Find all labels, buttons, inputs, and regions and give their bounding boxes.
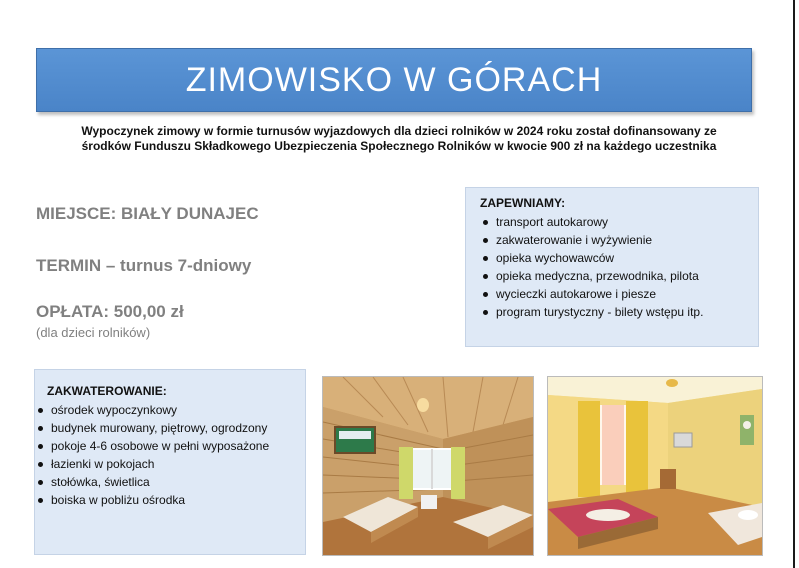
- list-item: program turystyczny - bilety wstępu itp.: [480, 303, 758, 321]
- list-item: łazienki w pokojach: [35, 455, 305, 473]
- room-photo-bright: [547, 376, 763, 556]
- list-item: opieka wychowawców: [480, 249, 758, 267]
- title-banner: [36, 48, 752, 112]
- right-border-line: [793, 0, 795, 568]
- funding-notice-line-2: środków Funduszu Składkowego Ubezpieczenia Społecznego Rolników w kwocie 900 zł na każdego uczestnika: [81, 139, 717, 153]
- place-label: MIEJSCE: BIAŁY DUNAJEC: [36, 204, 259, 223]
- list-item: opieka medyczna, przewodnika, pilota: [480, 267, 758, 285]
- term-label: TERMIN – turnus 7-dniowy: [36, 256, 252, 275]
- accommodation-box: [34, 369, 306, 555]
- fee-label: OPŁATA: 500,00 zł: [36, 302, 184, 321]
- list-item: transport autokarowy: [480, 213, 758, 231]
- accommodation-heading: ZAKWATEROWANIE:: [47, 384, 167, 398]
- fee-note: (dla dzieci rolników): [36, 325, 151, 340]
- funding-notice-line-1: Wypoczynek zimowy w formie turnusów wyjazdowych dla dzieci rolników w 2024 roku został dofinansowany ze: [81, 124, 717, 138]
- provide-heading: ZAPEWNIAMY:: [480, 196, 566, 210]
- page-title: ZIMOWISKO W GÓRACH: [185, 60, 603, 99]
- provide-list: [480, 213, 758, 321]
- funding-notice: [20, 124, 778, 154]
- provide-box: [465, 187, 759, 347]
- list-item: stołówka, świetlica: [35, 473, 305, 491]
- list-item: boiska w pobliżu ośrodka: [35, 491, 305, 509]
- list-item: pokoje 4-6 osobowe w pełni wyposażone: [35, 437, 305, 455]
- accommodation-list: [35, 401, 305, 509]
- list-item: ośrodek wypoczynkowy: [35, 401, 305, 419]
- list-item: wycieczki autokarowe i piesze: [480, 285, 758, 303]
- room-photo-wooden: [322, 376, 534, 556]
- list-item: budynek murowany, piętrowy, ogrodzony: [35, 419, 305, 437]
- list-item: zakwaterowanie i wyżywienie: [480, 231, 758, 249]
